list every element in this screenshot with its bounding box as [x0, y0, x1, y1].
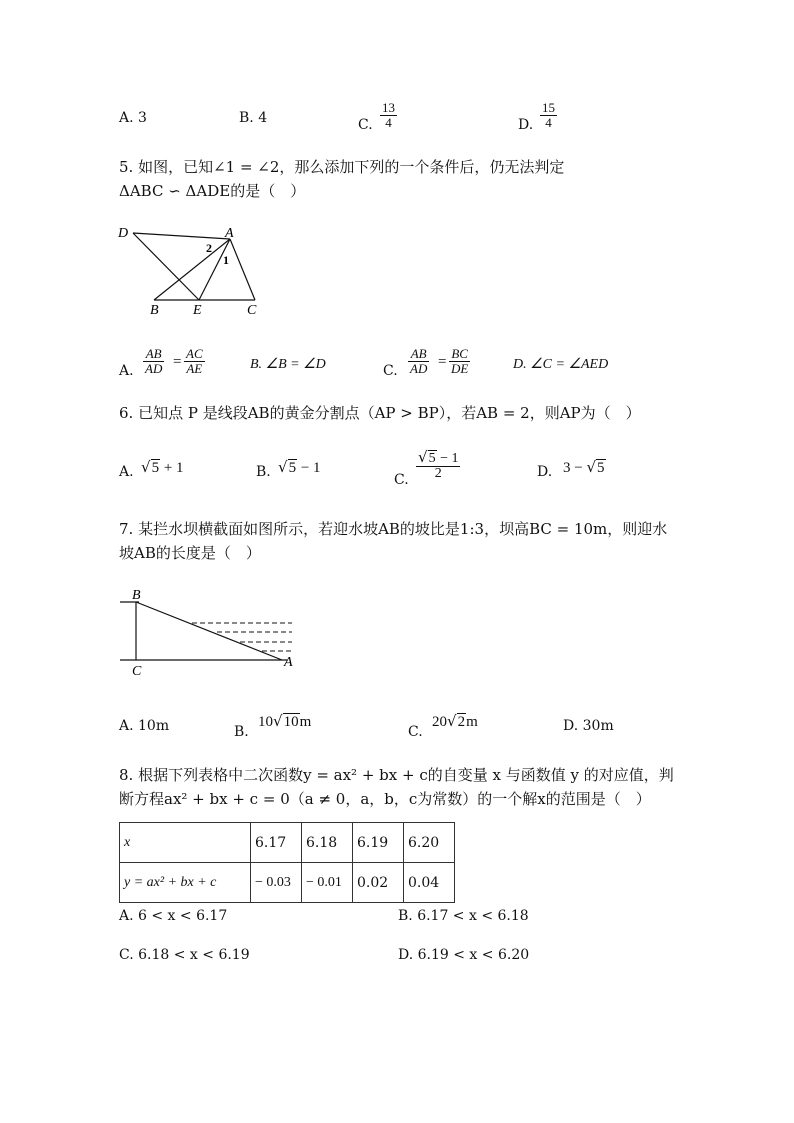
- q6-option-a-label: A.: [119, 464, 134, 480]
- table-cell: 0.02: [353, 863, 404, 903]
- table-cell: − 0.01: [302, 863, 353, 903]
- q5-label-e: E: [193, 303, 202, 318]
- q7-label-a: A: [284, 655, 293, 670]
- q5-option-a-frac2: $\frac{AC}{AE}$: [186, 346, 203, 376]
- q4-option-c-fraction: $\frac{13}{4}$: [382, 100, 395, 130]
- q5-option-a-equals: =: [173, 354, 182, 370]
- q8-option-d: D. 6.19 < x < 6.20: [398, 947, 530, 963]
- q5-stem-line2: ΔABC ∽ ΔADE的是（ ）: [119, 182, 306, 200]
- q7-option-c-expr: 20√2m: [432, 712, 478, 730]
- q5-option-a-label: A.: [119, 363, 134, 379]
- q4-option-d-label: D.: [518, 117, 534, 133]
- table-cell: 0.04: [404, 863, 455, 903]
- q7-label-b: B: [132, 588, 141, 603]
- table-row: [120, 823, 455, 863]
- q6-option-b-expr: √5 − 1: [278, 458, 321, 476]
- q7-option-a: A. 10m: [119, 718, 170, 734]
- q5-angle-2: 2: [206, 241, 212, 255]
- q4-option-b: B. 4: [239, 110, 268, 126]
- q5-angle-1: 1: [223, 253, 229, 267]
- q5-option-d: D. ∠C = ∠AED: [513, 357, 609, 372]
- q7-option-b-label: B.: [234, 724, 249, 740]
- q6-option-d-expr: 3 − √5: [563, 458, 605, 476]
- table-cell: 6.17: [251, 823, 302, 863]
- q6-option-b-label: B.: [256, 464, 271, 480]
- q7-dam-figure: [112, 585, 322, 680]
- q4-option-c-label: C.: [358, 117, 373, 133]
- table-cell: 6.19: [353, 823, 404, 863]
- q7-option-b-expr: 10√10m: [258, 712, 312, 730]
- q7-option-c-label: C.: [408, 724, 423, 740]
- q8-stem-line2: 断方程ax² + bx + c = 0（a ≠ 0，a，b，c为常数）的一个解x的范围是（ ）: [119, 790, 651, 808]
- q8-stem-line1: 8. 根据下列表格中二次函数y = ax² + bx + c的自变量 x 与函数值 y 的对应值，判: [119, 766, 674, 784]
- q5-label-a: A: [225, 226, 234, 241]
- q6-option-c-fraction: $\frac{√5 - 1}{2}$: [418, 448, 459, 481]
- q6-option-d-label: D.: [537, 464, 553, 480]
- table-cell: − 0.03: [251, 863, 302, 903]
- q8-value-table: [119, 822, 455, 903]
- q5-option-c-equals: =: [438, 354, 447, 370]
- q5-stem-line1: 5. 如图，已知∠1 = ∠2，那么添加下列的一个条件后，仍无法判定: [119, 158, 565, 176]
- q7-stem-line2: 坡AB的长度是（ ）: [119, 544, 261, 562]
- table-cell: 6.18: [302, 823, 353, 863]
- table-cell: y = ax² + bx + c: [120, 863, 251, 903]
- table-row: [120, 863, 455, 903]
- q7-stem-line1: 7. 某拦水坝横截面如图所示，若迎水坡AB的坡比是1:3，坝高BC = 10m，则迎水: [119, 520, 668, 538]
- table-cell: 6.20: [404, 823, 455, 863]
- q7-label-c: C: [132, 664, 142, 679]
- q6-stem: 6. 已知点 P 是线段AB的黄金分割点（AP > BP），若AB = 2，则AP为（ ）: [119, 404, 641, 422]
- q5-option-c-label: C.: [383, 363, 398, 379]
- q7-option-d: D. 30m: [563, 718, 614, 734]
- q5-option-b: B. ∠B = ∠D: [250, 357, 326, 372]
- table-cell: x: [120, 823, 251, 863]
- q5-option-c-frac1: $\frac{AB}{AD}$: [410, 346, 428, 376]
- q5-label-b: B: [150, 303, 159, 318]
- q4-option-d-fraction: $\frac{15}{4}$: [542, 100, 555, 130]
- q6-option-a-expr: √5 + 1: [141, 458, 184, 476]
- q5-label-c: C: [247, 303, 257, 318]
- q8-option-b: B. 6.17 < x < 6.18: [398, 908, 529, 924]
- q8-option-a: A. 6 < x < 6.17: [119, 908, 228, 924]
- q5-label-d: D: [118, 226, 129, 241]
- q6-option-c-label: C.: [394, 472, 409, 488]
- q4-option-a: A. 3: [119, 110, 147, 126]
- q5-option-a-frac1: $\frac{AB}{AD}$: [145, 346, 163, 376]
- q8-option-c: C. 6.18 < x < 6.19: [119, 947, 250, 963]
- q5-option-c-frac2: $\frac{BC}{DE}$: [451, 346, 469, 376]
- q5-triangle-figure: [110, 220, 280, 320]
